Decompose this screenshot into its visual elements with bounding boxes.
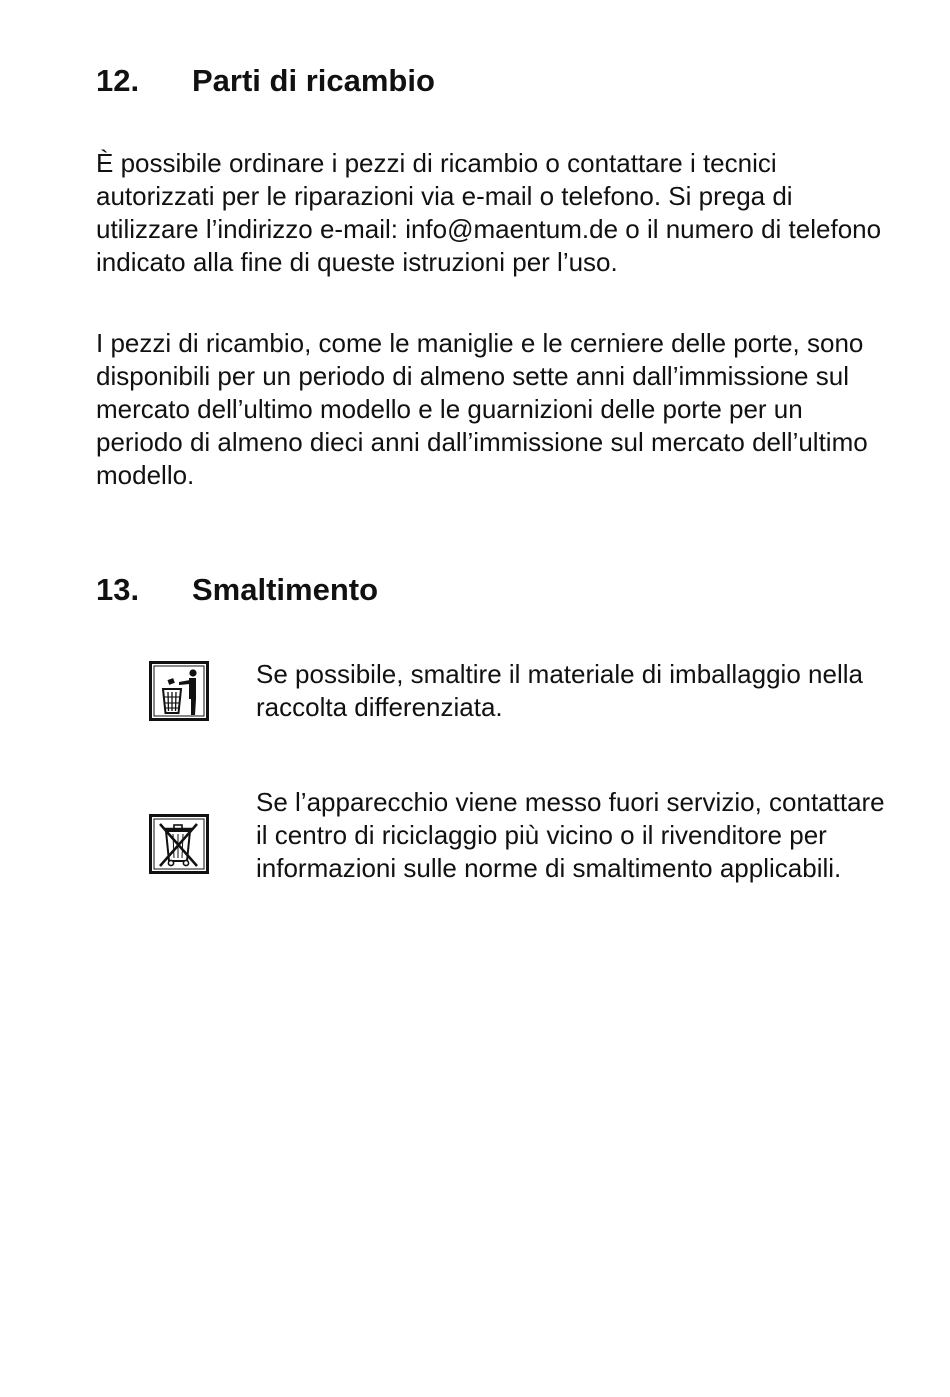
section-12-heading [96,61,435,101]
section-13-heading [96,570,378,610]
spare-parts-availability-paragraph: I pezzi di ricambio, come le maniglie e le cerniere delle porte, sono disponibili per un periodo di almeno sette anni dall’immissione sul mercato dell’ultimo modello e le guarnizioni delle porte per un periodo di almeno dieci anni dall’immissione sul mercato dell’ultimo modello. [96,328,868,490]
section-12-number: 12. [96,63,140,98]
section-13-title: Smaltimento [192,572,379,607]
section-13-number: 13. [96,572,140,607]
section-12-title: Parti di ricambio [192,63,435,98]
appliance-disposal-text: Se l’apparecchio viene messo fuori servizio, contattare il centro di riciclaggio più vicino o il rivenditore per informazioni sulle norme di smaltimento applicabili. [256,787,885,883]
litter-bin-icon [149,661,209,721]
crossed-out-wheelie-bin-icon [149,814,209,874]
packaging-disposal-text: Se possibile, smaltire il materiale di imballaggio nella raccolta differenziata. [256,659,863,722]
spare-parts-contact-paragraph: È possibile ordinare i pezzi di ricambio o contattare i tecnici autorizzati per le riparazioni via e-mail o telefono. Si prega di utilizzare l’indirizzo e-mail: info@maentum.de o il numero di telefono indicato alla fine di queste istruzioni per l’uso. [96,148,882,277]
